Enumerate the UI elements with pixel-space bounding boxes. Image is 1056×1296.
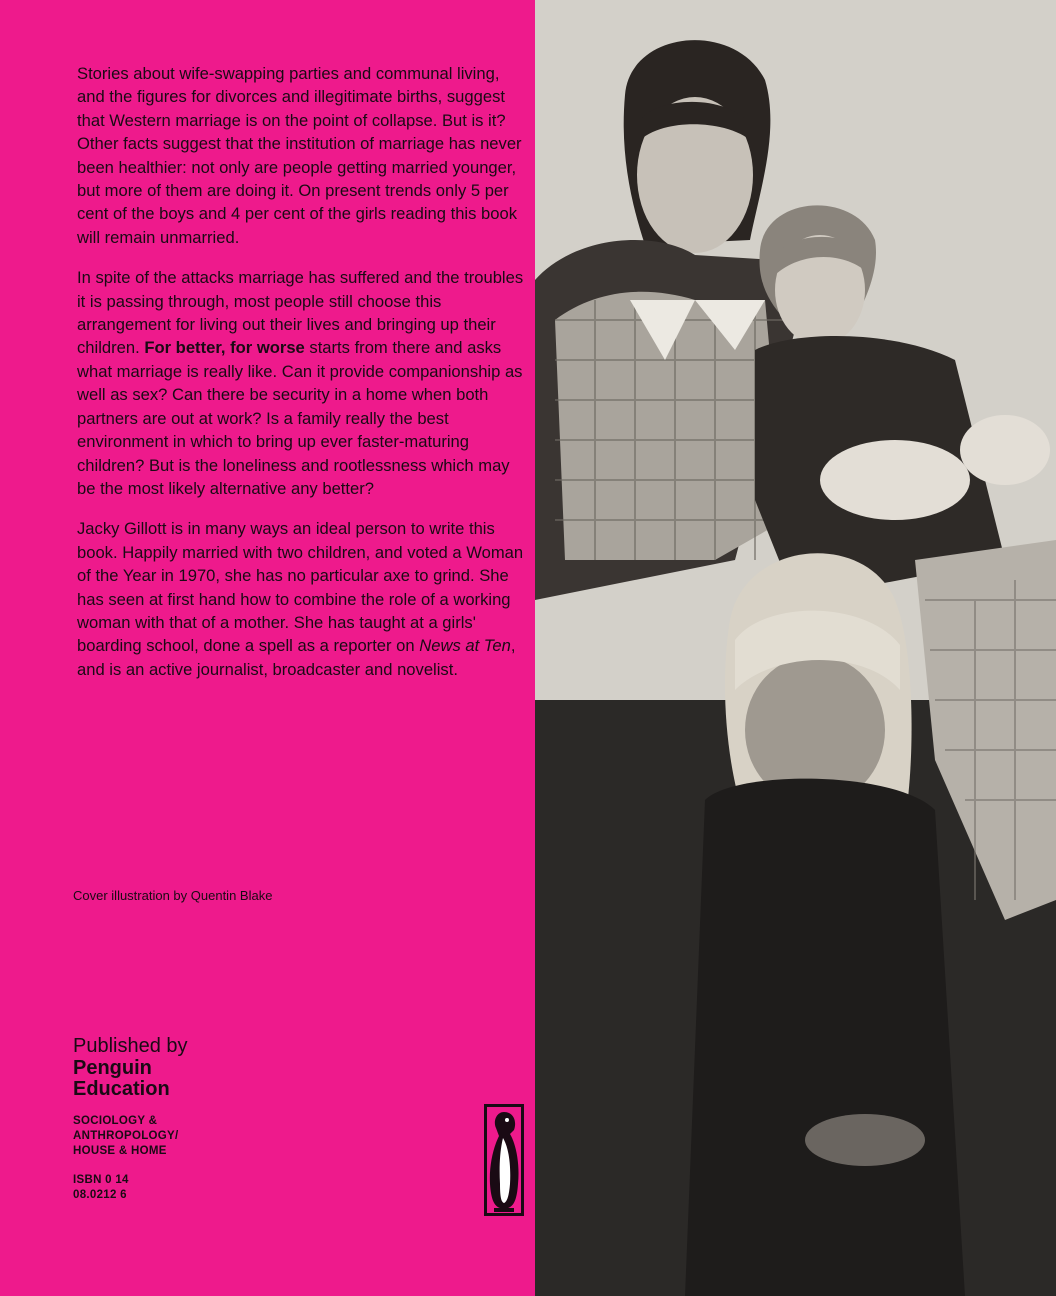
blurb-paragraph-2: [77, 266, 527, 500]
isbn: [73, 1173, 188, 1203]
blurb-paragraph-3-end: , and is an active journalist, broadcaster and novelist.: [77, 636, 516, 679]
blurb-paragraph-2-end: starts from there and asks what marriage is really like. Can it provide companionship as well as sex? Can there be security in a home when both partners are out at work? Is a family really the best environment in which to bring up ever faster-maturing children? But is the loneliness and rootlessness which may be the most likely alternative any better?: [77, 338, 523, 498]
publisher-name-1: Penguin: [73, 1057, 152, 1079]
subject-line-3: HOUSE & HOME: [73, 1145, 167, 1157]
isbn-line-1: ISBN 0 14: [73, 1174, 129, 1186]
programme-title: News at Ten: [419, 636, 511, 656]
family-photograph: [535, 0, 1056, 1296]
blurb: [77, 62, 527, 698]
book-title: For better, for worse: [144, 338, 305, 358]
subject-category: [73, 1114, 188, 1159]
subject-line-1: SOCIOLOGY &: [73, 1115, 158, 1127]
publisher-name-2: Education: [73, 1078, 170, 1100]
blurb-paragraph-3-start: Jacky Gillott is in many ways an ideal person to write this book. Happily married with two children, and voted a Woman of the Year in 1970, she has no particular axe to grind. She has seen at first hand how to combine the role of a working woman with that of a mother. She has taught at a girls' boarding school, done a spell as a reporter on: [77, 519, 524, 656]
subject-line-2: ANTHROPOLOGY/: [73, 1130, 179, 1142]
blurb-paragraph-2-start: In spite of the attacks marriage has suffered and the troubles it is passing through, most people still choose this arrangement for living out their lives and bringing up their children.: [77, 268, 524, 358]
isbn-line-2: 08.0212 6: [73, 1189, 127, 1201]
publisher-block: [73, 1035, 188, 1203]
published-by: Published by: [73, 1035, 188, 1057]
photo-illustration: [535, 0, 1056, 1296]
blurb-paragraph-1: Stories about wife-swapping parties and communal living, and the figures for divorces and illegitimate births, suggest that Western marriage is on the point of collapse. But is it? Other facts suggest that the institution of marriage has never been healthier: not only are people getting married younger, but more of them are doing it. On present trends only 5 per cent of the boys and 4 per cent of the girls reading this book will remain unmarried.: [77, 64, 522, 247]
blurb-paragraph-3: [77, 517, 527, 681]
penguin-logo-icon: [484, 1104, 524, 1216]
cover-credit: Cover illustration by Quentin Blake: [73, 888, 273, 903]
